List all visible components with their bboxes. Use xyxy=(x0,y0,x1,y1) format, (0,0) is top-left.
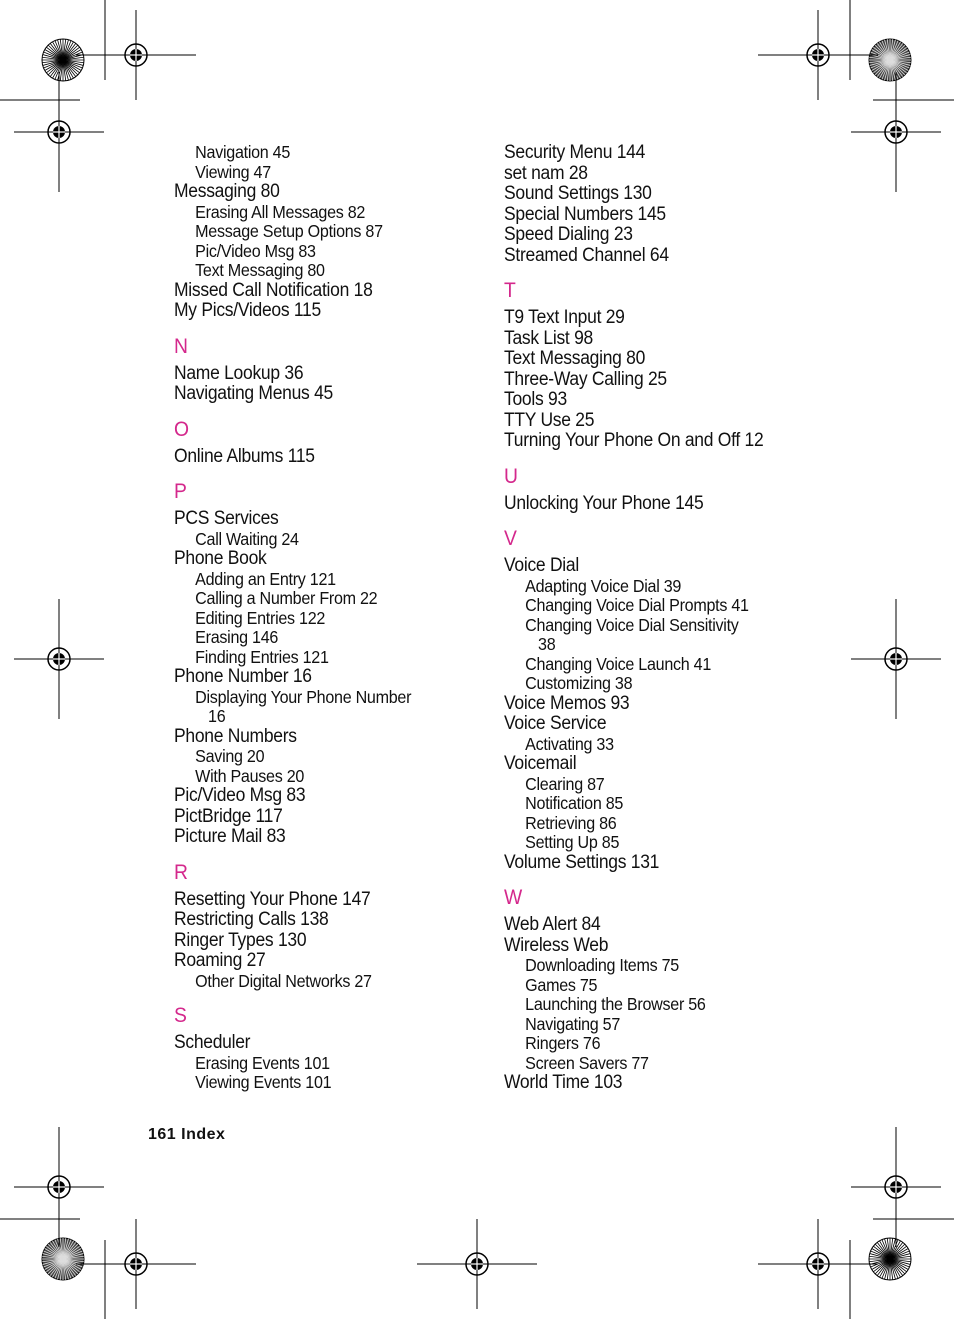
index-subentry: Navigating 57 xyxy=(525,1013,621,1034)
section-letter: O xyxy=(174,417,190,441)
index-subentry: Saving 20 xyxy=(195,746,265,766)
index-entry: My Pics/Videos 115 xyxy=(174,300,321,321)
section-letter: V xyxy=(504,527,517,550)
index-entry: Missed Call Notification 18 xyxy=(174,279,373,301)
index-entry: Volume Settings 131 xyxy=(504,851,660,873)
index-subentry: Viewing Events 101 xyxy=(195,1072,332,1092)
index-entry: Voicemail xyxy=(504,753,577,774)
index-subentry: Finding Entries 121 xyxy=(195,646,329,667)
index-entry: Web Alert 84 xyxy=(504,914,601,935)
index-subentry: Customizing 38 xyxy=(525,673,633,693)
index-entry: Ringer Types 130 xyxy=(174,929,307,951)
index-subentry: Changing Voice Launch 41 xyxy=(525,653,711,674)
section-letter: P xyxy=(174,480,187,503)
index-subentry xyxy=(504,616,792,655)
section-letter: W xyxy=(504,886,523,909)
index-subentry: Message Setup Options 87 xyxy=(195,221,383,241)
index-entry: Unlocking Your Phone 145 xyxy=(504,492,704,514)
index-entry: Name Lookup 36 xyxy=(174,362,304,384)
index-entry: Pic/Video Msg 83 xyxy=(174,785,306,806)
page-footer: 161 Index xyxy=(148,1126,226,1143)
index-entry: Task List 98 xyxy=(504,327,593,349)
section-letter: R xyxy=(174,860,188,884)
index-entry: TTY Use 25 xyxy=(504,409,595,431)
index-entry: Navigating Menus 45 xyxy=(174,383,333,404)
index-subentry: Launching the Browser 56 xyxy=(525,994,706,1014)
index-subentry: Notification 85 xyxy=(525,793,624,813)
index-subentry: Changing Voice Dial Prompts 41 xyxy=(525,595,749,615)
subentry-page: 16 xyxy=(208,706,226,726)
index-entry: Security Menu 144 xyxy=(504,142,646,163)
index-subentry: Viewing 47 xyxy=(195,161,271,182)
section-letter: U xyxy=(504,464,518,488)
index-entry: PCS Services xyxy=(174,508,279,529)
index-subentry: Call Waiting 24 xyxy=(195,528,299,549)
index-subentry: Text Messaging 80 xyxy=(195,260,325,280)
subentry-page: 38 xyxy=(538,634,556,654)
index-subentry xyxy=(174,688,462,727)
section-letter: S xyxy=(174,1004,187,1027)
index-entry: Restricting Calls 138 xyxy=(174,909,329,930)
index-column-right xyxy=(504,143,814,1094)
index-subentry: Pic/Video Msg 83 xyxy=(195,240,316,261)
index-entry: Voice Memos 93 xyxy=(504,692,630,714)
index-subentry: Screen Savers 77 xyxy=(525,1052,649,1073)
index-entry: Tools 93 xyxy=(504,389,567,410)
index-entry: Wireless Web xyxy=(504,934,609,956)
index-subentry: Adapting Voice Dial 39 xyxy=(525,575,682,596)
index-entry: Phone Book xyxy=(174,548,267,569)
index-subentry: Erasing 146 xyxy=(195,627,279,647)
section-letter: T xyxy=(504,279,516,302)
index-subentry: Erasing Events 101 xyxy=(195,1052,330,1073)
index-entry: Voice Service xyxy=(504,713,607,734)
section-letter: N xyxy=(174,334,188,358)
index-subentry: With Pauses 20 xyxy=(195,765,305,786)
index-subentry: Editing Entries 122 xyxy=(195,607,326,628)
index-subentry: Games 75 xyxy=(525,974,598,995)
index-entry: Scheduler xyxy=(174,1032,251,1053)
index-subentry: Setting Up 85 xyxy=(525,832,620,852)
index-entry: Sound Settings 130 xyxy=(504,183,652,204)
index-entry: Online Albums 115 xyxy=(174,445,315,467)
index-entry: World Time 103 xyxy=(504,1072,623,1093)
index-entry: Text Messaging 80 xyxy=(504,348,646,369)
index-entry: Phone Numbers xyxy=(174,725,297,747)
index-subentry: Retrieving 86 xyxy=(525,812,617,833)
index-entry: Speed Dialing 23 xyxy=(504,224,633,245)
index-entry: Resetting Your Phone 147 xyxy=(174,888,371,910)
subentry-label: Changing Voice Dial Sensitivity xyxy=(525,614,739,635)
subentry-label: Displaying Your Phone Number xyxy=(195,686,412,707)
index-entry: Voice Dial xyxy=(504,555,579,576)
index-subentry: Downloading Items 75 xyxy=(525,955,679,975)
index-entry: Roaming 27 xyxy=(174,950,266,971)
index-column-left xyxy=(174,143,474,1093)
index-entry: set nam 28 xyxy=(504,162,588,184)
index-entry: T9 Text Input 29 xyxy=(504,307,625,328)
index-subentry: Navigation 45 xyxy=(195,142,291,162)
index-entry: Turning Your Phone On and Off 12 xyxy=(504,430,764,451)
index-subentry: Adding an Entry 121 xyxy=(195,568,336,589)
index-entry: Phone Number 16 xyxy=(174,666,312,687)
index-subentry: Ringers 76 xyxy=(525,1033,601,1053)
index-subentry: Calling a Number From 22 xyxy=(195,588,378,608)
index-entry: Messaging 80 xyxy=(174,181,280,202)
index-entry: Picture Mail 83 xyxy=(174,826,286,847)
index-entry: PictBridge 117 xyxy=(174,805,283,827)
index-entry: Special Numbers 145 xyxy=(504,203,666,225)
index-subentry: Erasing All Messages 82 xyxy=(195,201,366,222)
index-subentry: Other Digital Networks 27 xyxy=(195,970,372,991)
index-entry: Streamed Channel 64 xyxy=(504,244,669,266)
index-subentry: Clearing 87 xyxy=(525,773,605,794)
index-subentry: Activating 33 xyxy=(525,733,614,754)
index-entry: Three-Way Calling 25 xyxy=(504,368,667,390)
